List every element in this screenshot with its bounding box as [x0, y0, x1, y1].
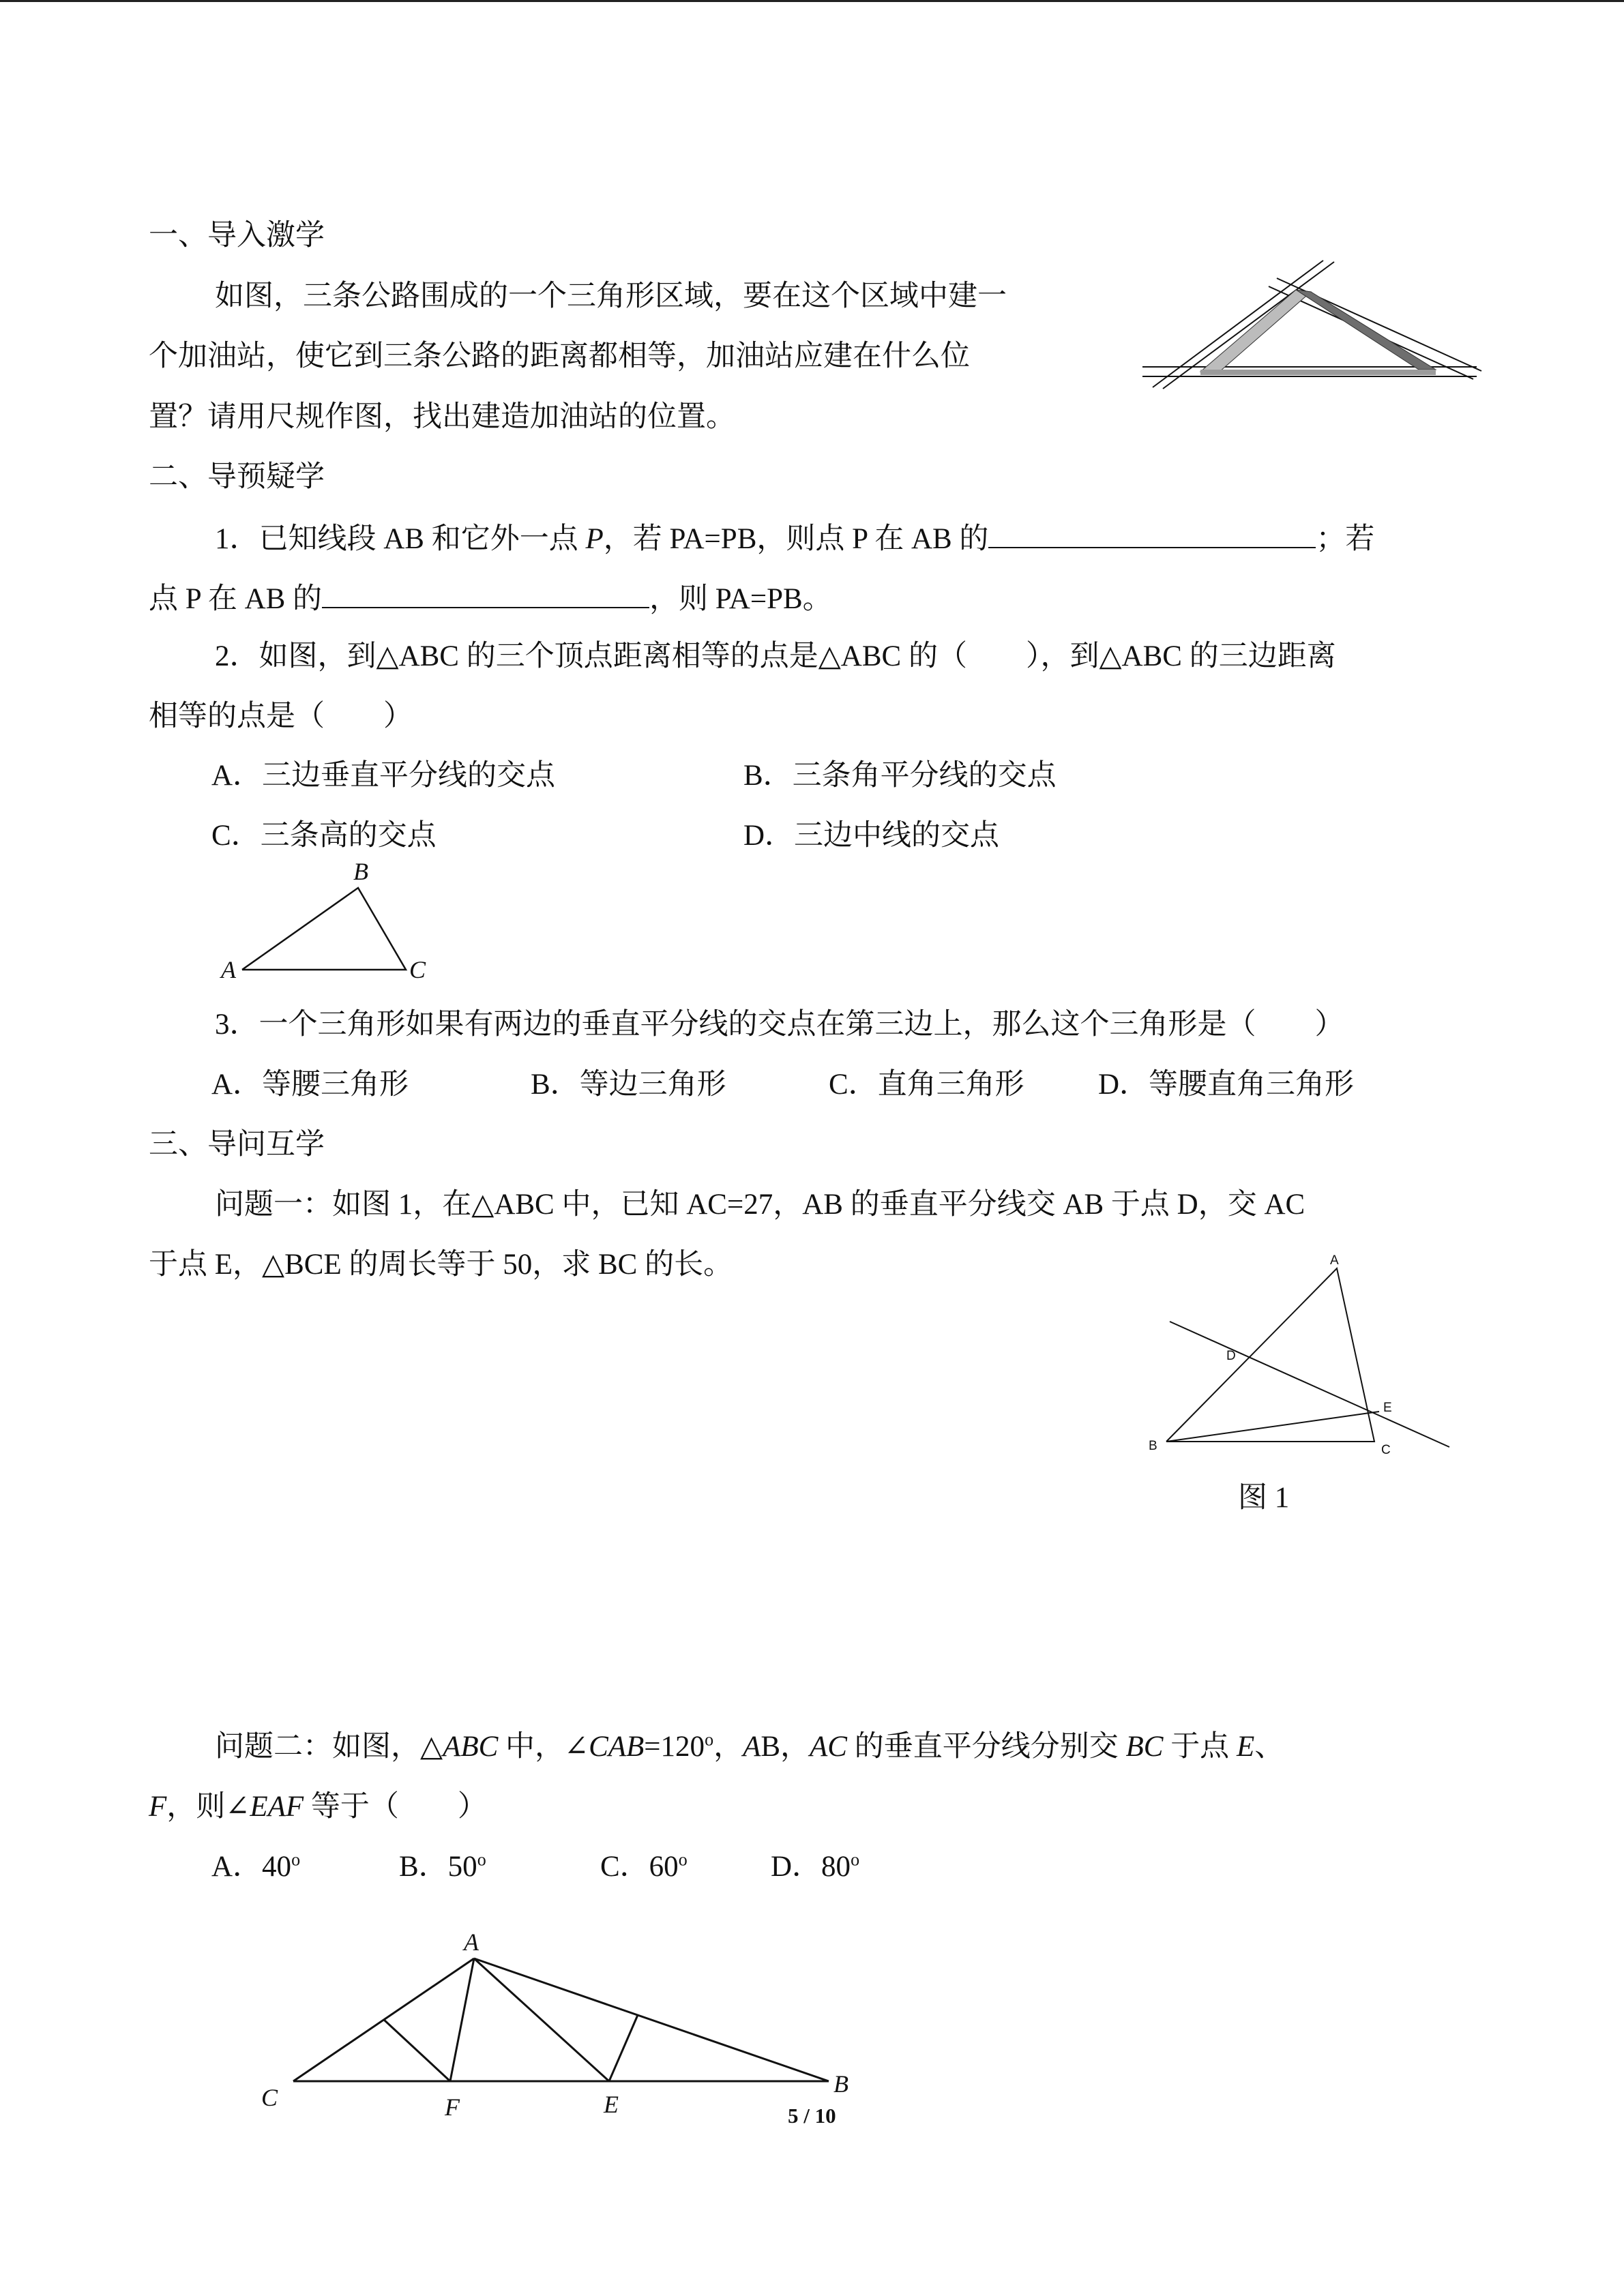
p2-fig-label-e: E [604, 2091, 619, 2118]
p2-t7: 于点 [1163, 1731, 1237, 1763]
page-number: 5 / 10 [788, 2104, 836, 2128]
p2-bc: BC [1125, 1731, 1164, 1763]
q2-triangle-figure [211, 858, 443, 987]
p2-opt-b-deg: o [477, 1849, 486, 1870]
p2-deg-sup: o [705, 1729, 714, 1750]
p2-opt-a-deg: o [291, 1849, 301, 1870]
q1-answer-blank2[interactable] [322, 577, 649, 608]
q3-option-d[interactable]: D．等腰直角三角形 [1098, 1069, 1355, 1101]
section1-paragraph-line3: 置？请用尺规作图，找出建造加油站的位置。 [149, 401, 735, 433]
fig1-label-e: E [1383, 1401, 1392, 1415]
problem2-figure [252, 1923, 866, 2128]
p2-t1: 问题二：如图，△ [215, 1731, 443, 1763]
p2-opt-d-text: D．80 [771, 1851, 851, 1883]
problem2-line2 [149, 1787, 487, 1828]
figure1 [1139, 1248, 1460, 1480]
roads-triangle-figure [1132, 252, 1487, 389]
p2-f: F [149, 1791, 167, 1823]
p2-t8: 、 [1254, 1731, 1284, 1763]
q1-line2 [149, 577, 832, 620]
q2-option-b[interactable]: B．三条角平分线的交点 [743, 760, 1057, 792]
q1-text-part3: ；若 [1316, 523, 1375, 555]
q2-fig-label-c: C [409, 956, 426, 983]
q1-answer-blank1[interactable] [988, 517, 1316, 548]
q3-line1: 3．一个三角形如果有两边的垂直平分线的交点在第三边上，那么这个三角形是（ ） [215, 1009, 1344, 1041]
q1-text-part2: ，若 PA=PB，则点 P 在 AB 的 [603, 523, 989, 555]
problem2-option-a[interactable] [211, 1847, 300, 1888]
p2-e: E [1236, 1731, 1255, 1763]
q2-option-d[interactable]: D．三边中线的交点 [743, 820, 1000, 852]
q2-line1: 2．如图，到△ABC 的三个顶点距离相等的点是△ABC 的（ ），到△ABC 的三边距离 [215, 640, 1336, 672]
p2-opt-a-text: A．40 [211, 1851, 292, 1883]
problem1-line2: 于点 E，△BCE 的周长等于 50，求 BC 的长。 [149, 1249, 733, 1281]
page-top-rule [0, 0, 1624, 2]
q1-text-part4: 点 P 在 AB 的 [149, 583, 323, 615]
p2-opt-c-deg: o [678, 1849, 688, 1870]
p2-t5: B， [761, 1731, 810, 1763]
p2-ac: AC [810, 1731, 847, 1763]
p2-a: A [743, 1731, 761, 1763]
q3-option-a[interactable]: A．等腰三角形 [211, 1069, 409, 1101]
p2-t3: =120 [644, 1731, 705, 1763]
p2-abc: ABC [443, 1731, 499, 1763]
p2-t2: 中，∠ [498, 1731, 589, 1763]
q3-option-b[interactable]: B．等边三角形 [531, 1069, 726, 1101]
section1-heading: 一、导入激学 [149, 220, 325, 252]
section3-heading: 三、导问互学 [149, 1129, 325, 1161]
fig1-label-d: D [1226, 1349, 1236, 1363]
q1-line1 [215, 517, 1374, 560]
q1-text-part1: 1．已知线段 AB 和它外一点 [215, 523, 586, 555]
p2-t9: ，则∠ [166, 1791, 250, 1823]
q2-line2: 相等的点是（ ） [149, 700, 413, 732]
p2-eaf: EAF [250, 1791, 304, 1823]
fig1-label-b: B [1149, 1439, 1157, 1453]
p2-fig-label-c: C [261, 2084, 278, 2111]
p2-t6: 的垂直平分线分别交 [846, 1731, 1126, 1763]
problem2-line1 [215, 1727, 1284, 1768]
problem2-option-b[interactable] [399, 1847, 486, 1888]
p2-fig-label-b: B [833, 2070, 848, 2098]
p2-cab: CAB [589, 1731, 645, 1763]
section1-paragraph-line1: 如图，三条公路围成的一个三角形区域，要在这个区域中建一 [215, 280, 1007, 312]
p2-opt-d-deg: o [851, 1849, 860, 1870]
q2-fig-label-a: A [221, 956, 236, 983]
section2-heading: 二、导预疑学 [149, 461, 325, 493]
p2-opt-c-text: C．60 [600, 1851, 679, 1883]
fig1-label-a: A [1330, 1253, 1339, 1268]
p2-fig-label-a: A [464, 1928, 479, 1956]
figure1-caption: 图 1 [1238, 1482, 1290, 1514]
problem2-option-c[interactable] [600, 1847, 688, 1888]
section1-paragraph-line2: 个加油站，使它到三条公路的距离都相等，加油站应建在什么位 [149, 340, 970, 372]
problem1-line1: 问题一：如图 1，在△ABC 中，已知 AC=27，AB 的垂直平分线交 AB 于点 D，交 AC [215, 1189, 1305, 1221]
p2-t4: ， [713, 1731, 743, 1763]
p2-t10: 等于（ ） [304, 1791, 487, 1823]
q2-fig-label-b: B [353, 858, 368, 885]
q3-option-c[interactable]: C．直角三角形 [829, 1069, 1024, 1101]
p2-fig-label-f: F [445, 2093, 460, 2121]
fig1-label-c: C [1381, 1443, 1391, 1457]
p2-opt-b-text: B．50 [399, 1851, 477, 1883]
q1-var-p: P [585, 523, 604, 555]
q1-text-part5: ，则 PA=PB。 [649, 583, 832, 615]
q2-option-c[interactable]: C．三条高的交点 [211, 820, 437, 852]
problem2-option-d[interactable] [771, 1847, 859, 1888]
q2-option-a[interactable]: A．三边垂直平分线的交点 [211, 760, 556, 792]
